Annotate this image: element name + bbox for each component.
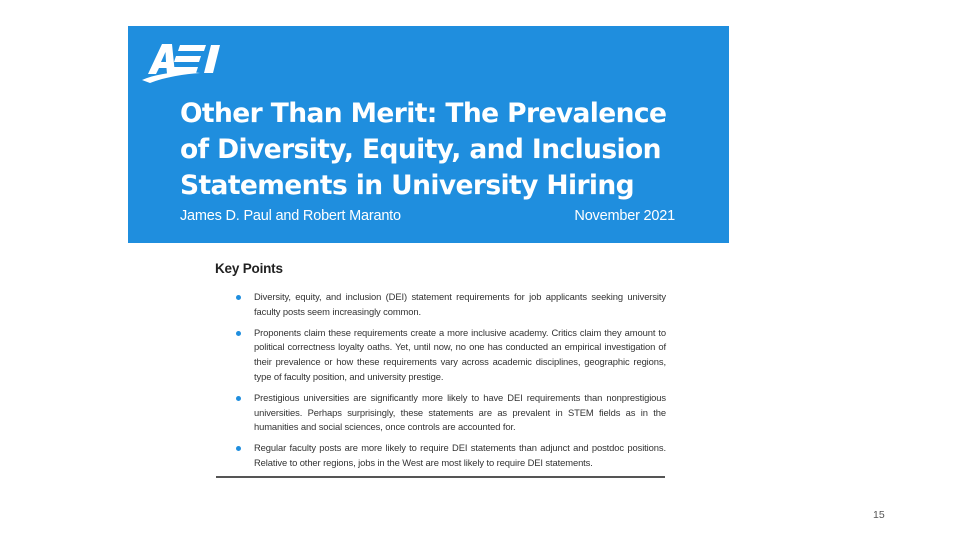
bullet-icon [236, 446, 241, 451]
aei-logo [140, 40, 230, 84]
bullet-icon [236, 396, 241, 401]
list-item [233, 441, 666, 471]
key-point-text: Prestigious universities are significantly more likely to have DEI requirements than nonprestigious universities. Perhaps surprisingly, these statements are as prevalent in STEM fields as in the humanities and social sciences, once controls are accounted for. [254, 391, 666, 433]
key-point-text: Diversity, equity, and inclusion (DEI) statement requirements for job applicants seeking university faculty posts seem increasingly common. [254, 291, 666, 317]
section-divider [216, 476, 665, 478]
bullet-icon [236, 295, 241, 300]
report-cover-banner [128, 26, 729, 243]
key-point-text: Proponents claim these requirements create a more inclusive academy. Critics claim they amount to political correctness loyalty oaths. Yet, until now, no one has conducted an empirical investigation of their prevalence or how these requirements vary across academic disciplines, geographic regions, type of faculty position, and university prestige. [254, 326, 666, 382]
list-item [233, 391, 666, 435]
report-authors: James D. Paul and Robert Maranto [180, 208, 401, 224]
key-point-text: Regular faculty posts are more likely to require DEI statements than adjunct and postdoc positions. Relative to other regions, jobs in the West are most likely to require DEI statements. [254, 442, 666, 468]
list-item [233, 326, 666, 385]
slide-page-number: 15 [873, 509, 885, 521]
list-item [233, 290, 666, 320]
report-title: Other Than Merit: The Prevalence of Diversity, Equity, and Inclusion Statements in University Hiring [180, 98, 667, 201]
bullet-icon [236, 331, 241, 336]
report-date: November 2021 [574, 208, 675, 224]
key-points-list [233, 290, 666, 477]
key-points-heading: Key Points [215, 261, 283, 276]
